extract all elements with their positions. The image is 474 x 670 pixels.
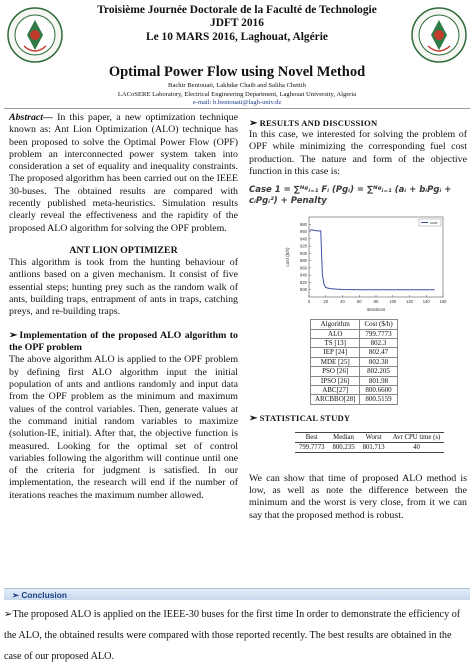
stats-header-cell: Median: [329, 432, 359, 442]
stats-header-cell: Avr CPU time (s): [389, 432, 445, 442]
results-table-row: [311, 339, 398, 348]
algorithm-cell: ABC[27]: [311, 386, 360, 395]
stats-table: [295, 432, 444, 453]
objective-formula: Case 1 = ∑ᴺᵍᵢ₌₁ Fᵢ (Pgᵢ) = ∑ᴺᵍᵢ₌₁ (aᵢ + bᵢPgᵢ + cᵢPgᵢ²) + Penalty: [249, 185, 452, 207]
x-axis-label: iterations: [366, 307, 386, 313]
alo-section-text: This algorithm is took from the hunting behaviour of antlions based on a given mechanism. It consist of five essential steps; hunting prey such as the random walk of ants, building traps, entrapment of ants in traps, catching preys, and re-building traps.: [9, 256, 238, 318]
alo-section-title: ANT LION OPTIMIZER: [69, 244, 178, 256]
algorithm-cell: TS [13]: [311, 339, 360, 348]
arrow-bullet-icon: ➢: [4, 609, 13, 620]
stats-table-header: [295, 432, 444, 442]
x-tick-label: 160: [439, 299, 447, 305]
stats-table-row: [295, 442, 444, 452]
cost-cell: 802.47: [360, 348, 397, 357]
university-logo-left: [6, 6, 64, 64]
results-table-row: [311, 386, 398, 395]
cost-cell: 800.6600: [360, 386, 397, 395]
y-tick-label: 900: [300, 251, 307, 257]
stats-cell: 801.713: [359, 442, 389, 452]
legend-label: cost: [430, 220, 438, 226]
algorithm-cell: IEP [24]: [311, 348, 360, 357]
results-header-cell: Algorithm: [311, 320, 360, 329]
abstract-text: In this paper, a new optimization technique known as: Ant Lion Optimization (ALO) technique has been proposed to solve the Optimal Power Flow (OPF) problem an interconnected power system taken into consideration a set of equality and inequality constraints. The proposed algorithm has been carried out on the IEEE 30-buses. The obtained results are compared with recently published meta-heuristics. Simulation results clearly reveal the effectiveness and the rapidity of the proposed ALO algorithm for solving the OPF problem.: [9, 112, 238, 234]
results-table-header: [311, 320, 398, 329]
author-names: Bachir Bentouati, Lakhdar Chaib and Saliha Chettih: [168, 82, 306, 89]
authors-block: [0, 82, 474, 108]
stats-title: [249, 413, 467, 424]
algorithm-cell: ARCBBO[28]: [311, 395, 360, 404]
stats-text: We can show that time of proposed ALO method is low, as well as note the difference between the minimum and the worst is very close, from it we can say that the proposed method is robust.: [249, 472, 467, 521]
x-tick-label: 0: [307, 299, 311, 305]
algorithm-cell: PSO [26]: [311, 367, 360, 376]
arrow-bullet-icon: ➢: [249, 118, 258, 129]
conclusion-title: [12, 589, 67, 601]
conference-acronym: JDFT 2016: [210, 17, 264, 30]
stats-cell: 40: [389, 442, 445, 452]
y-tick-label: 840: [300, 272, 307, 278]
conference-header: [66, 4, 408, 44]
results-table-row: [311, 367, 398, 376]
results-table-row: [311, 395, 398, 404]
left-column: [9, 112, 238, 502]
conclusion-body: The proposed ALO is applied on the IEEE-30 buses for the first time In order to demonstrate the efficiency of the ALO, the obtained results were compared with those reported recently. The best results are obtained in the case of our proposed ALO.: [4, 609, 461, 662]
results-header-cell: Cost ($/h): [360, 320, 397, 329]
x-tick-label: 40: [340, 299, 345, 305]
y-tick-label: 820: [300, 280, 307, 286]
results-table-row: [311, 376, 398, 385]
y-tick-label: 960: [300, 229, 307, 235]
conclusion-title-text: Conclusion: [21, 590, 67, 600]
y-tick-label: 800: [300, 287, 307, 293]
cost-cell: 800.5159: [360, 395, 397, 404]
y-tick-label: 920: [300, 243, 307, 249]
author-email: e-mail: b.bentouati@lagh-univ.dz: [192, 99, 282, 107]
algorithm-cell: ALO: [311, 329, 360, 338]
results-table-row: [311, 348, 398, 357]
x-tick-label: 100: [389, 299, 397, 305]
x-tick-label: 80: [373, 299, 379, 305]
cost-cell: 799.7773: [360, 329, 397, 338]
right-column: [249, 118, 467, 522]
conclusion-text: [4, 604, 468, 667]
results-table-row: [311, 329, 398, 338]
y-tick-label: 860: [300, 265, 307, 271]
arrow-bullet-icon: ➢: [12, 590, 20, 600]
stats-header-cell: Worst: [359, 432, 389, 442]
stats-cell: 800.235: [329, 442, 359, 452]
y-axis-label: cost ($/h): [285, 247, 290, 267]
conference-name: Troisième Journée Doctorale de la Faculté de Technologie: [97, 4, 377, 16]
algorithm-cell: MDE [25]: [311, 357, 360, 366]
cost-cell: 801.98: [360, 376, 397, 385]
poster-title: Optimal Power Flow using Novel Method: [108, 64, 366, 80]
y-tick-label: 980: [300, 221, 307, 227]
results-title: [249, 118, 467, 129]
abstract: [9, 112, 238, 235]
stats-title-text: STATISTICAL STUDY: [259, 412, 351, 423]
x-tick-label: 120: [406, 299, 413, 305]
conclusion-bar: [4, 588, 470, 600]
cost-cell: 802.205: [360, 367, 397, 376]
header-divider: [4, 108, 470, 109]
university-logo-right: [410, 6, 468, 64]
stats-cell: 799.7773: [295, 442, 329, 452]
results-title-text: RESULTS AND DISCUSSION: [259, 118, 378, 128]
convergence-chart-svg: [281, 211, 451, 315]
plot-frame: [309, 217, 443, 297]
x-tick-label: 60: [356, 299, 362, 305]
implementation-text: The above algorithm ALO is applied to the OPF problem by defining first ALO algorithm input the initial population of ants and antlions randomly and input data from the OPF problem as the minimum and maximum values of the control variables. Then, generate values at the command initial random variables to maximize (solution-IE, initial). After that, the objective function is measured. Looking for the optimal set of control variables following the algorithm will continue until one of the criteria for judgment is satisfied. In our implementation, the research will end if the number of iterations reaches the maximum number allowed.: [9, 354, 238, 501]
results-table-row: [311, 357, 398, 366]
conference-date: Le 10 MARS 2016, Laghouat, Algérie: [146, 30, 328, 43]
abstract-label: Abstract—: [9, 112, 53, 123]
cost-series-line: [310, 230, 435, 290]
y-tick-label: 940: [300, 236, 307, 242]
cost-cell: 802.38: [360, 357, 397, 366]
results-table: [310, 319, 398, 405]
implementation-title-text: Implementation of the proposed ALO algorithm to the OPF problem: [9, 330, 238, 354]
arrow-bullet-icon: ➢: [249, 412, 258, 424]
algorithm-cell: IPSO [26]: [311, 376, 360, 385]
x-tick-label: 20: [323, 299, 329, 305]
x-tick-label: 140: [422, 299, 430, 305]
implementation-title: [9, 330, 238, 354]
arrow-bullet-icon: ➢: [9, 330, 18, 342]
stats-header-cell: Best: [295, 432, 329, 442]
convergence-chart: [281, 211, 451, 315]
cost-cell: 802.3: [360, 339, 397, 348]
results-text: In this case, we interested for solving the problem of OPF while minimizing the corresponding fuel cost production. The nature and form of the objective function in this case is:: [249, 129, 467, 177]
y-tick-label: 880: [300, 258, 307, 264]
author-affiliation: LACoSERE Laboratory, Electrical Engineering Department, Laghouat University, Algeria: [117, 90, 357, 98]
